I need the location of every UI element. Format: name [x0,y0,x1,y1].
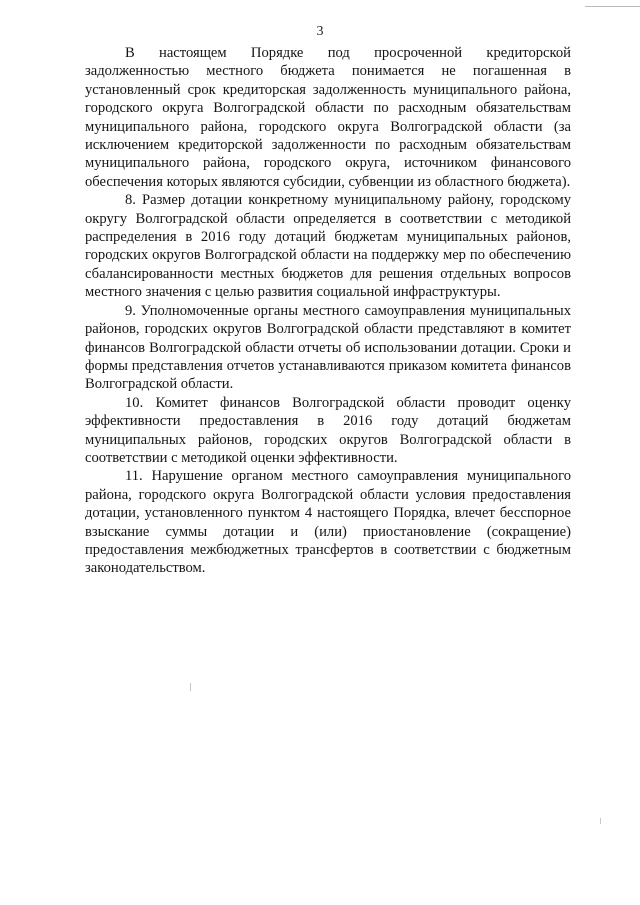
paragraph-9: 9. Уполномоченные органы местного самоуправления муниципальных районов, городских округов Волгоградской области представляют в комитет финансов Волгоградской области отчеты об использовании дотации. Сроки и формы представления отчетов устанавливаются приказом комитета финансов Волгоградской области. [85,302,571,393]
document-body [85,44,571,578]
scan-edge-line [585,6,640,7]
paragraph-10: 10. Комитет финансов Волгоградской области проводит оценку эффективности предоставления в 2016 году дотаций бюджетам муниципальных районов, городских округов Волгоградской области в соответствии с методикой оценки эффективности. [85,394,571,466]
scan-speck [600,818,601,824]
paragraph-11: 11. Нарушение органом местного самоуправления муниципального района, городского округа Волгоградской области условия предоставления дотации, установленного пунктом 4 настоящего Порядка, влечет бесспорное взыскание суммы дотации и (или) приостановление (сокращение) предоставления межбюджетных трансфертов в соответствии с бюджетным законодательством. [85,468,571,577]
paragraph-overdue-debt: В настоящем Порядке под просроченной кредиторской задолженностью местного бюджета понимается не погашенная в установленный срок кредиторская задолженность муниципального района, городского округа Волгоградской области по расходным обязательствам муниципального района, городского округа Волгоградской области (за исключением кредиторской задолженности по расходным обязательствам муниципального района, городского округа, источником финансового обеспечения которых являются субсидии, субвенции из областного бюджета). [85,45,571,190]
paragraph-8: 8. Размер дотации конкретному муниципальному району, городскому округу Волгоградской области определяется в соответствии с методикой распределения в 2016 году дотаций бюджетам муниципальных районов, городских округов Волгоградской области на поддержку мер по обеспечению сбалансированности местных бюджетов для решения отдельных вопросов местного значения с целью развития социальной инфраструктуры. [85,192,571,301]
scan-speck [190,683,191,691]
page-number: 3 [316,24,324,39]
